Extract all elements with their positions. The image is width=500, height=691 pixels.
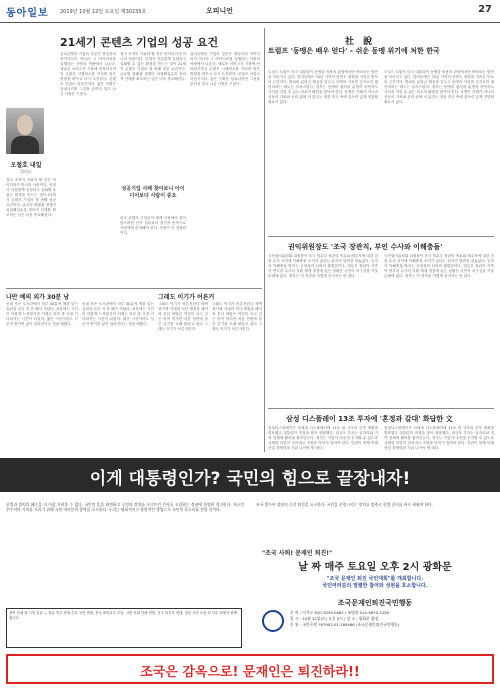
- divider: [268, 236, 494, 237]
- column-title: 21세기 콘텐츠 기업의 성공 요건: [60, 36, 219, 49]
- column-body-5: 결국 조직이 키워야 할 것은 아이디어가 아니라 사람이다. 인재가 자유롭게 실험하고 실패할 수 있는 환경을 만드는 것이 21세기 콘텐츠 기업의 첫 번째 성공 요건이다. 글로벌 플랫폼 경쟁이 치열해질수록 창의적 인재를 확보하는 일은 더욱 중요해진다.: [6, 178, 56, 217]
- contact-line-1: 문 의 : 이석우 010-3039-0082 / 조병관 010-9879-1226: [290, 610, 389, 615]
- box-body-1: 동네 작은 도서관에서 하루 30분씩 책을 읽는 습관을 들인 지 한 해가 지났다. 처음에는 시간이 아깝게 느껴졌지만 이제는 하루 중 가장 기다려지는 시간이 되었다. 짧은 시간이라도 꾸준히 쌓이면 삶이 달라진다는 것을 배웠다.: [6, 302, 78, 326]
- column-body-2: 결국 조직이 키워야 할 것은 아이디어가 아니라 사람이다. 인재가 자유롭게 실험하고 실패할 수 있는 환경을 만드는 것이 21세기 콘텐츠 기업의 첫 번째 성공 요건이다. 글로벌 플랫폼 경쟁이 치열해질수록 창의적 인재를 확보하는 일은 더욱 중요해진다.: [120, 52, 186, 81]
- editorial-body-2a: 국민권익위원회 위원장이 조국 법무부 장관의 직무와 배우자에 대한 검찰 수사 사이에 이해충돌 소지가 있다는 취지의 답변을 내놓았다. 공직자 이해충돌 방지는 공정성과 신뢰의 출발점이다. 법무부 장관이 가족이 연루된 수사의 지휘 체계 정점에 있는 상황은 국민의 의구심을 키울 수밖에 없다. 정부는 이 지적을 가볍게 넘겨서는 안 된다.: [268, 254, 378, 278]
- editorial-body-1a: 도널드 트럼프 미국 대통령이 동맹을 비용의 관점에서만 바라보는 발언을 이어가고 있다. 한미동맹은 70년 가까이 한반도 평화를 지켜온 안보의 근간이다. 방위비 분담금 협상을 앞두고 동맹의 가치를 숫자로만 재단하려는 태도는 우려스럽다. 정부는 동맹의 원칙을 분명히 하면서도 국익을 지킬 수 있는 외교적 해법을 찾아야 한다. 동맹은 거래가 아니라 공동의 가치와 신뢰 위에 서 있다는 점을 미국 측에 설득력 있게 전달할 필요가 있다.: [268, 70, 378, 104]
- poem-body-1: 그래도 이기가 어른거린다 새벽 창가에 기대어 지난 계절을 헤아려 본다 바람은 여전히 차고 길은 아직 멀지만 마음 한켠에 남은 온기를 오래 붙들고 싶다 그래도 이기가 어른거린다.: [158, 302, 208, 331]
- column-body-4: 실리콘밸리 기업의 성공은 창업자의 아이디어가 아니라 그 아이디어를 실행하는 사람의 역량에서 나온다. 새로운 서비스가 시장에 안착하기까지 수많은 시행착오를 거치며 팀은 방향을 바꾸고 다시 도전한다. 콘텐츠 산업도 마찬가지다. 좋은 기획은 넘쳐나지만 그것을 끝까지 밀고 나갈 사람은 드물다.: [190, 52, 260, 86]
- editorial-title-2: 권익위원장도 '조국 장관직, 부인 수사와 이해충돌': [288, 243, 443, 251]
- ad-banner: [0, 458, 500, 492]
- masthead: [0, 0, 500, 23]
- rally-note: [256, 576, 494, 590]
- poem-body-2: 그래도 이기가 어른거린다 새벽 창가에 기대어 지난 계절을 헤아려 본다 바람은 여전히 차고 길은 아직 멀지만 마음 한켠에 남은 온기를 오래 붙들고 싶다 그래도 이기가 어른거린다.: [212, 302, 262, 331]
- ad-slogan: 조국은 감옥으로! 문재인은 퇴진하라!!: [140, 665, 360, 680]
- author-name: 오철호 내일: [10, 162, 42, 169]
- editorial-title-3: 삼성 디스플레이 13조 투자에 '혼정과 갈대' 화답한 文: [286, 415, 453, 423]
- contact-line-3: 후 원 : 국민은행 767901-01-169466 (조국문재인퇴진국민행동): [290, 622, 400, 627]
- ad-body-right: 조국 법무부 장관의 즉각 퇴진을 요구한다. 국민을 분열시키는 정치를 멈추고 헌법 질서를 바로 세워야 한다.: [256, 502, 434, 507]
- ad-bottom-banner: [6, 654, 494, 684]
- newspaper-logo: 동아일보: [6, 8, 49, 19]
- ad-body-left: 헌법과 법치의 훼손을 더 이상 지켜볼 수 없다. 국민의 뜻을 외면하고 공정과 정의를 무너뜨린 인사를 고집하는 정권에 분명히 경고한다. 자유민주주의의 가치를 지키기 위해 국민 여러분의 참여를 호소한다. 우리는 평화적이고 합법적인 방법으로 국민의 목소리를 전할 것이다.: [6, 502, 244, 513]
- rally-schedule: [256, 558, 494, 573]
- box-body-2: 동네 작은 도서관에서 하루 30분씩 책을 읽는 습관을 들인 지 한 해가 지났다. 처음에는 시간이 아깝게 느껴졌지만 이제는 하루 중 가장 기다려지는 시간이 되었다. 짧은 시간이라도 꾸준히 쌓이면 삶이 달라진다는 것을 배웠다.: [82, 302, 154, 326]
- column-divider: [264, 28, 265, 452]
- author-photo: [6, 108, 44, 154]
- column-body-1: 실리콘밸리 기업의 성공은 창업자의 아이디어가 아니라 그 아이디어를 실행하는 사람의 역량에서 나온다. 새로운 서비스가 시장에 안착하기까지 수많은 시행착오를 거치며 팀은 방향을 바꾸고 다시 도전한다. 콘텐츠 산업도 마찬가지다. 좋은 기획은 넘쳐나지만 그것을 끝까지 밀고 나갈 사람은 드물다.: [60, 52, 116, 96]
- page-number: 27: [478, 4, 492, 15]
- divider: [6, 288, 262, 289]
- rally-schedule-when: 매주 토요일 오후 2시 광화문: [324, 562, 452, 573]
- rally-note-line-2: 국민여러분의 열렬한 참여와 성원을 호소합니다.: [322, 583, 428, 589]
- poem-title: 그래도 이기가 어른거: [158, 294, 215, 301]
- section-title: 오피니언: [206, 7, 234, 15]
- editorial-label: 社 說: [345, 37, 376, 47]
- political-advertisement: [0, 458, 500, 691]
- rally-note-line-1: "조국 문재인 퇴진 국민대회"를 개최합니다.: [326, 576, 424, 582]
- ad-participant-list: 참여 단체 및 시민 일동 — 자유 민주 헌정 수호 국민 연대, 전국 대학교수 모임, 시민 사회 단체 연합, 전국 학부모 연대, 청년 시민 모임 외 다수 단체가 함께합니다.: [6, 608, 242, 648]
- editorial-title-1: 트럼프 '동맹은 배우 얻다' – 쉬운 동맹 위기에 처한 한국: [268, 47, 440, 55]
- rally-schedule-label: 날 짜: [298, 562, 322, 573]
- editorial-body-1b: 도널드 트럼프 미국 대통령이 동맹을 비용의 관점에서만 바라보는 발언을 이어가고 있다. 한미동맹은 70년 가까이 한반도 평화를 지켜온 안보의 근간이다. 방위비 분담금 협상을 앞두고 동맹의 가치를 숫자로만 재단하려는 태도는 우려스럽다. 정부는 동맹의 원칙을 분명히 하면서도 국익을 지킬 수 있는 외교적 해법을 찾아야 한다. 동맹은 거래가 아니라 공동의 가치와 신뢰 위에 서 있다는 점을 미국 측에 설득력 있게 전달할 필요가 있다.: [384, 70, 494, 104]
- issue-date: 2019년 10월 12일 토요일 제30235호: [60, 9, 147, 15]
- editorial-body-2b: 국민권익위원회 위원장이 조국 법무부 장관의 직무와 배우자에 대한 검찰 수사 사이에 이해충돌 소지가 있다는 취지의 답변을 내놓았다. 공직자 이해충돌 방지는 공정성과 신뢰의 출발점이다. 법무부 장관이 가족이 연루된 수사의 지휘 체계 정점에 있는 상황은 국민의 의구심을 키울 수밖에 없다. 정부는 이 지적을 가볍게 넘겨서는 안 된다.: [384, 254, 494, 278]
- rally-heading: "조국 사퇴! 문재인 퇴진!": [262, 550, 333, 557]
- column-body-3: 한국 콘텐츠 기업들이 세계 시장에서 살아남으려면 단기 성과보다 장기적 안목으로 사람에게 투자해야 한다. 사람이 곧 경쟁력이다.: [120, 216, 186, 235]
- editorial-body-3b: 삼성디스플레이가 차세대 디스플레이에 13조 원 규모의 투자 계획을 발표했고 대통령이 현장을 찾아 화답했다. 대규모 투자는 일자리와 지역 경제에 활력을 불어넣는다. 정부는 기업이 마음껏 투자할 수 있도록 규제를 과감히 걷어내고 지원을 아끼지 말아야 한다. 민관이 함께 미래 산업 경쟁력을 키워 나가야 할 때다.: [384, 426, 494, 450]
- organizer-emblem-icon: [262, 610, 284, 632]
- ad-headline: 이게 대통령인가? 국민의 힘으로 끝장내자!: [89, 469, 411, 489]
- author-role: 일러스: [20, 169, 32, 174]
- editorial-body-3a: 삼성디스플레이가 차세대 디스플레이에 13조 원 규모의 투자 계획을 발표했고 대통령이 현장을 찾아 화답했다. 대규모 투자는 일자리와 지역 경제에 활력을 불어넣는다. 정부는 기업이 마음껏 투자할 수 있도록 규제를 과감히 걷어내고 지원을 아끼지 말아야 한다. 민관이 함께 미래 산업 경쟁력을 키워 나가야 할 때다.: [268, 426, 378, 450]
- contact-line-2: 일 시 : 10월 12일(토) 오후 2시 / 장 소 : 광화문 광장: [290, 616, 379, 621]
- contact-info: [290, 610, 490, 628]
- box-title: 나만 예의 외가 30분 낭: [6, 294, 70, 301]
- organizer-name: 조국문재인퇴진국민행동: [337, 599, 413, 607]
- pull-quote: 성공기업 사례 찾아보니 아이디어보다 사람이 중요: [121, 186, 185, 199]
- divider: [268, 408, 494, 409]
